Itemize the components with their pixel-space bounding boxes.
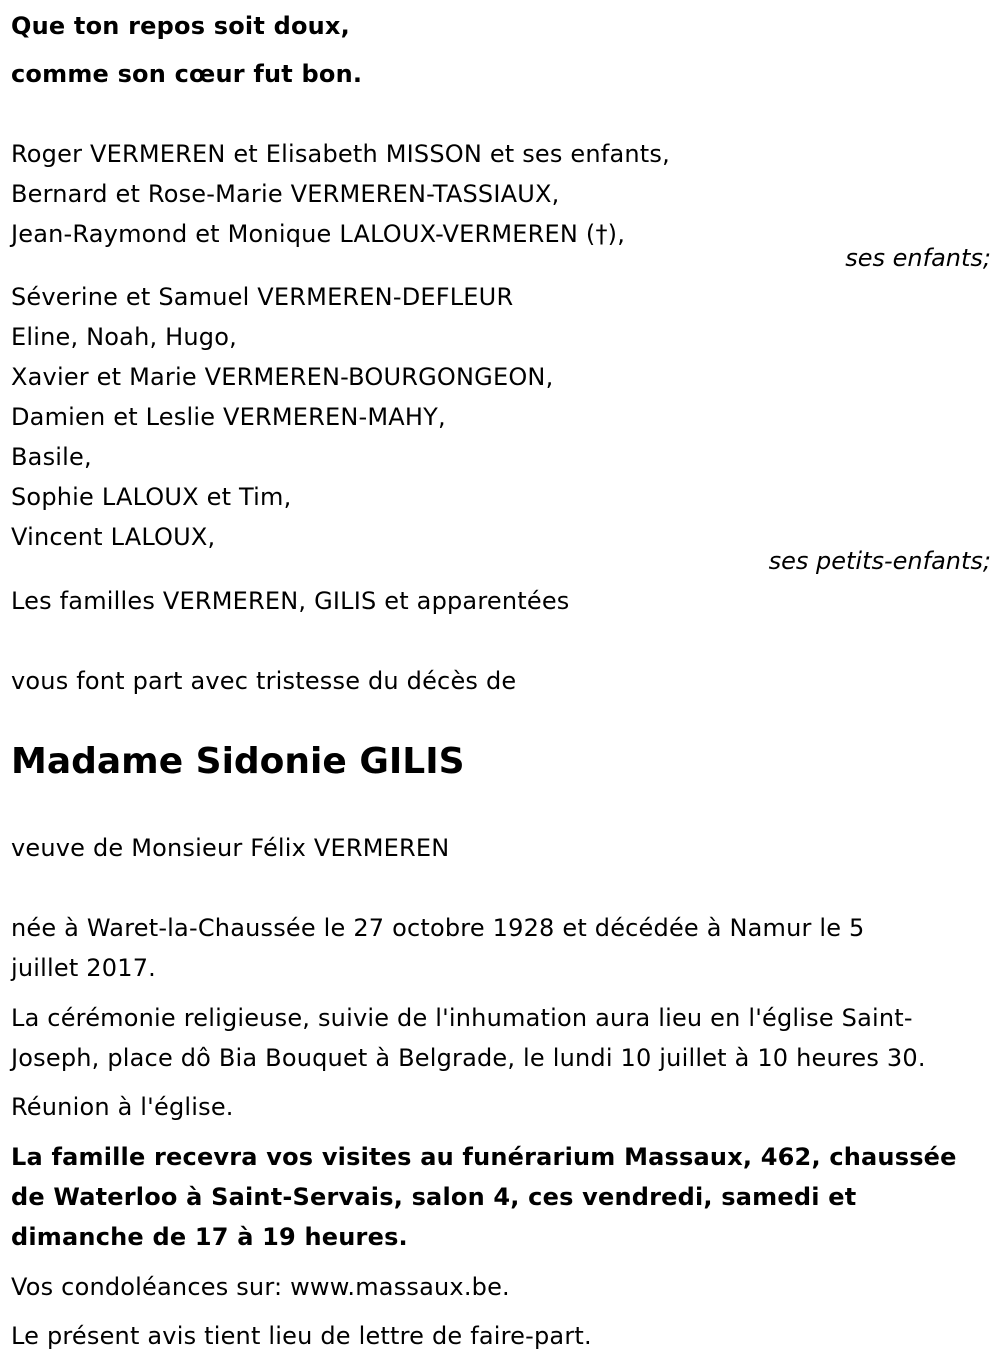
families-line: Les familles VERMEREN, GILIS et apparentées (11, 587, 570, 615)
grandchildren-line-5: Basile, (11, 443, 92, 471)
notice-line: Le présent avis tient lieu de lettre de faire-part. (11, 1322, 592, 1350)
grandchildren-label: ses petits-enfants; (768, 547, 991, 575)
grandchildren-line-4: Damien et Leslie VERMEREN-MAHY, (11, 403, 446, 431)
grandchildren-line-3: Xavier et Marie VERMEREN-BOURGONGEON, (11, 363, 554, 391)
epigraph-line-1: Que ton repos soit doux, (11, 12, 350, 40)
birth-death-line-1: née à Waret-la-Chaussée le 27 octobre 1928 et décédée à Namur le 5 (11, 914, 865, 942)
birth-death-line-2: juillet 2017. (11, 954, 156, 982)
deceased-name: Madame Sidonie GILIS (11, 741, 465, 782)
children-line-2: Bernard et Rose-Marie VERMEREN-TASSIAUX, (11, 180, 560, 208)
grandchildren-line-7: Vincent LALOUX, (11, 523, 216, 551)
grandchildren-line-2: Eline, Noah, Hugo, (11, 323, 237, 351)
ceremony-line-1: La cérémonie religieuse, suivie de l'inhumation aura lieu en l'église Saint- (11, 1004, 913, 1032)
visits-line-3: dimanche de 17 à 19 heures. (11, 1223, 408, 1251)
widow-of-line: veuve de Monsieur Félix VERMEREN (11, 834, 450, 862)
visits-line-1: La famille recevra vos visites au funérarium Massaux, 462, chaussée (11, 1143, 957, 1171)
grandchildren-line-6: Sophie LALOUX et Tim, (11, 483, 292, 511)
visits-line-2: de Waterloo à Saint-Servais, salon 4, ces vendredi, samedi et (11, 1183, 857, 1211)
condolences-line: Vos condoléances sur: www.massaux.be. (11, 1273, 510, 1301)
epigraph-line-2: comme son cœur fut bon. (11, 60, 363, 88)
ceremony-line-2: Joseph, place dô Bia Bouquet à Belgrade, le lundi 10 juillet à 10 heures 30. (11, 1044, 926, 1072)
children-line-1: Roger VERMEREN et Elisabeth MISSON et ses enfants, (11, 140, 670, 168)
announcement-line: vous font part avec tristesse du décès de (11, 667, 517, 695)
children-label: ses enfants; (845, 244, 991, 272)
grandchildren-line-1: Séverine et Samuel VERMEREN-DEFLEUR (11, 283, 514, 311)
meeting-line: Réunion à l'église. (11, 1093, 234, 1121)
children-line-3: Jean-Raymond et Monique LALOUX-VERMEREN (†), (11, 220, 626, 248)
